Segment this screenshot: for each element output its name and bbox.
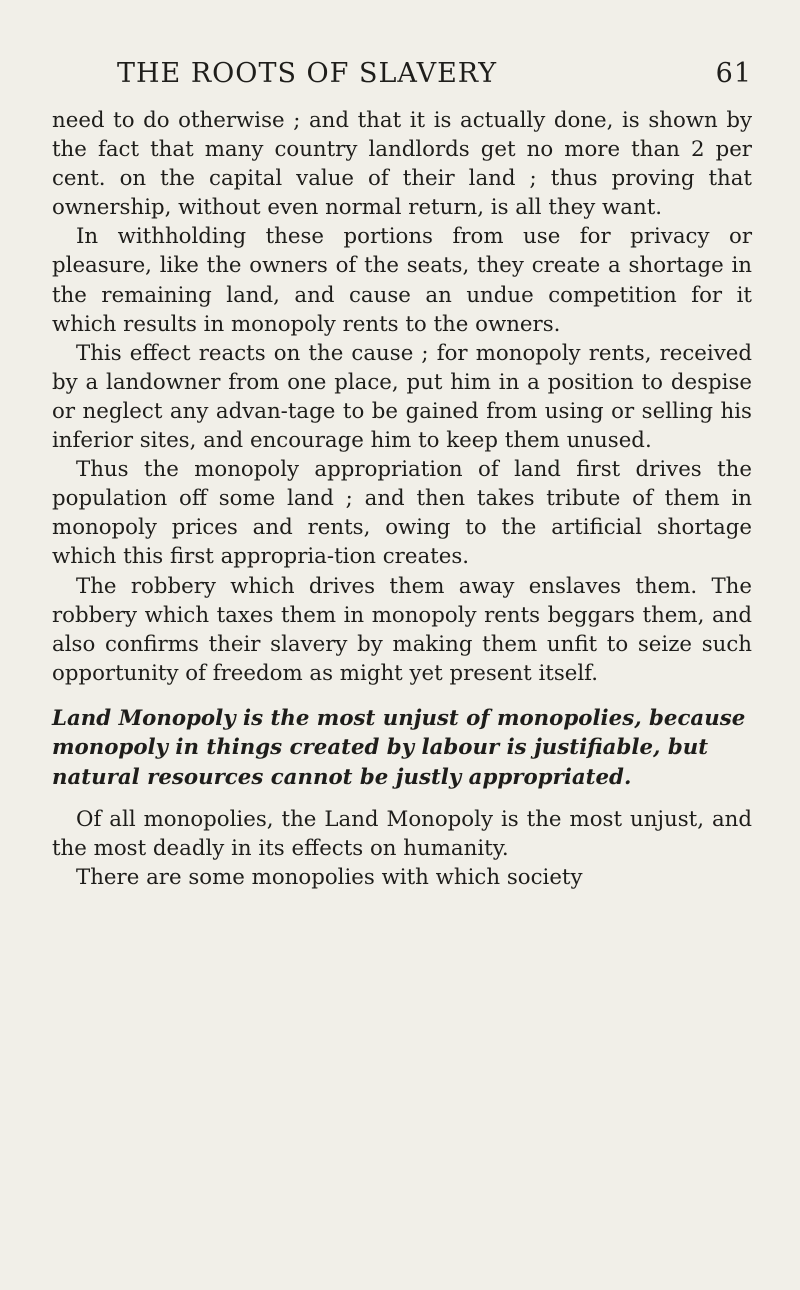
paragraph-withholding: In withholding these portions from use for privacy or pleasure, like the owners of the seats, they create a shortage in the remaining land, and cause an undue competition for it which results in monopoly rents to the owners.: [52, 224, 752, 337]
paragraph-continuation: need to do otherwise ; and that it is actually done, is shown by the fact that many country landlords get no more than 2 per cent. on the capital value of their land ; thus proving that ownership, without even normal return, is all they want.: [52, 108, 752, 221]
page-number: 61: [715, 58, 752, 89]
paragraph-of-all-monopolies: Of all monopolies, the Land Monopoly is the most unjust, and the most deadly in its effects on humanity.: [52, 806, 752, 861]
paragraph-monopoly-appropriation: Thus the monopoly appropriation of land first drives the population off some land ; and then takes tribute of them in monopoly prices and rents, owing to the artificial shortage which this first appropria-tion creates.: [52, 457, 752, 570]
running-head: [52, 58, 752, 106]
aphorism: Land Monopoly is the most unjust of monopolies, because monopoly in things created by labour is justifiable, but natural resources cannot be justly appropriated.: [52, 705, 746, 791]
paragraph-some-monopolies: There are some monopolies with which society: [76, 864, 583, 890]
book-page: [52, 58, 752, 892]
body-text: [52, 106, 752, 892]
paragraph-robbery: The robbery which drives them away enslaves them. The robbery which taxes them in monopoly rents beggars them, and also confirms their slavery by making them unfit to seize such opportunity of freedom as might yet present itself.: [52, 573, 752, 686]
paragraph-effect-reacts: This effect reacts on the cause ; for monopoly rents, received by a landowner from one place, put him in a position to despise or neglect any advan-tage to be gained from using or selling his inferior sites, and encourage him to keep them unused.: [52, 340, 752, 454]
running-head-title: THE ROOTS OF SLAVERY: [117, 58, 498, 89]
